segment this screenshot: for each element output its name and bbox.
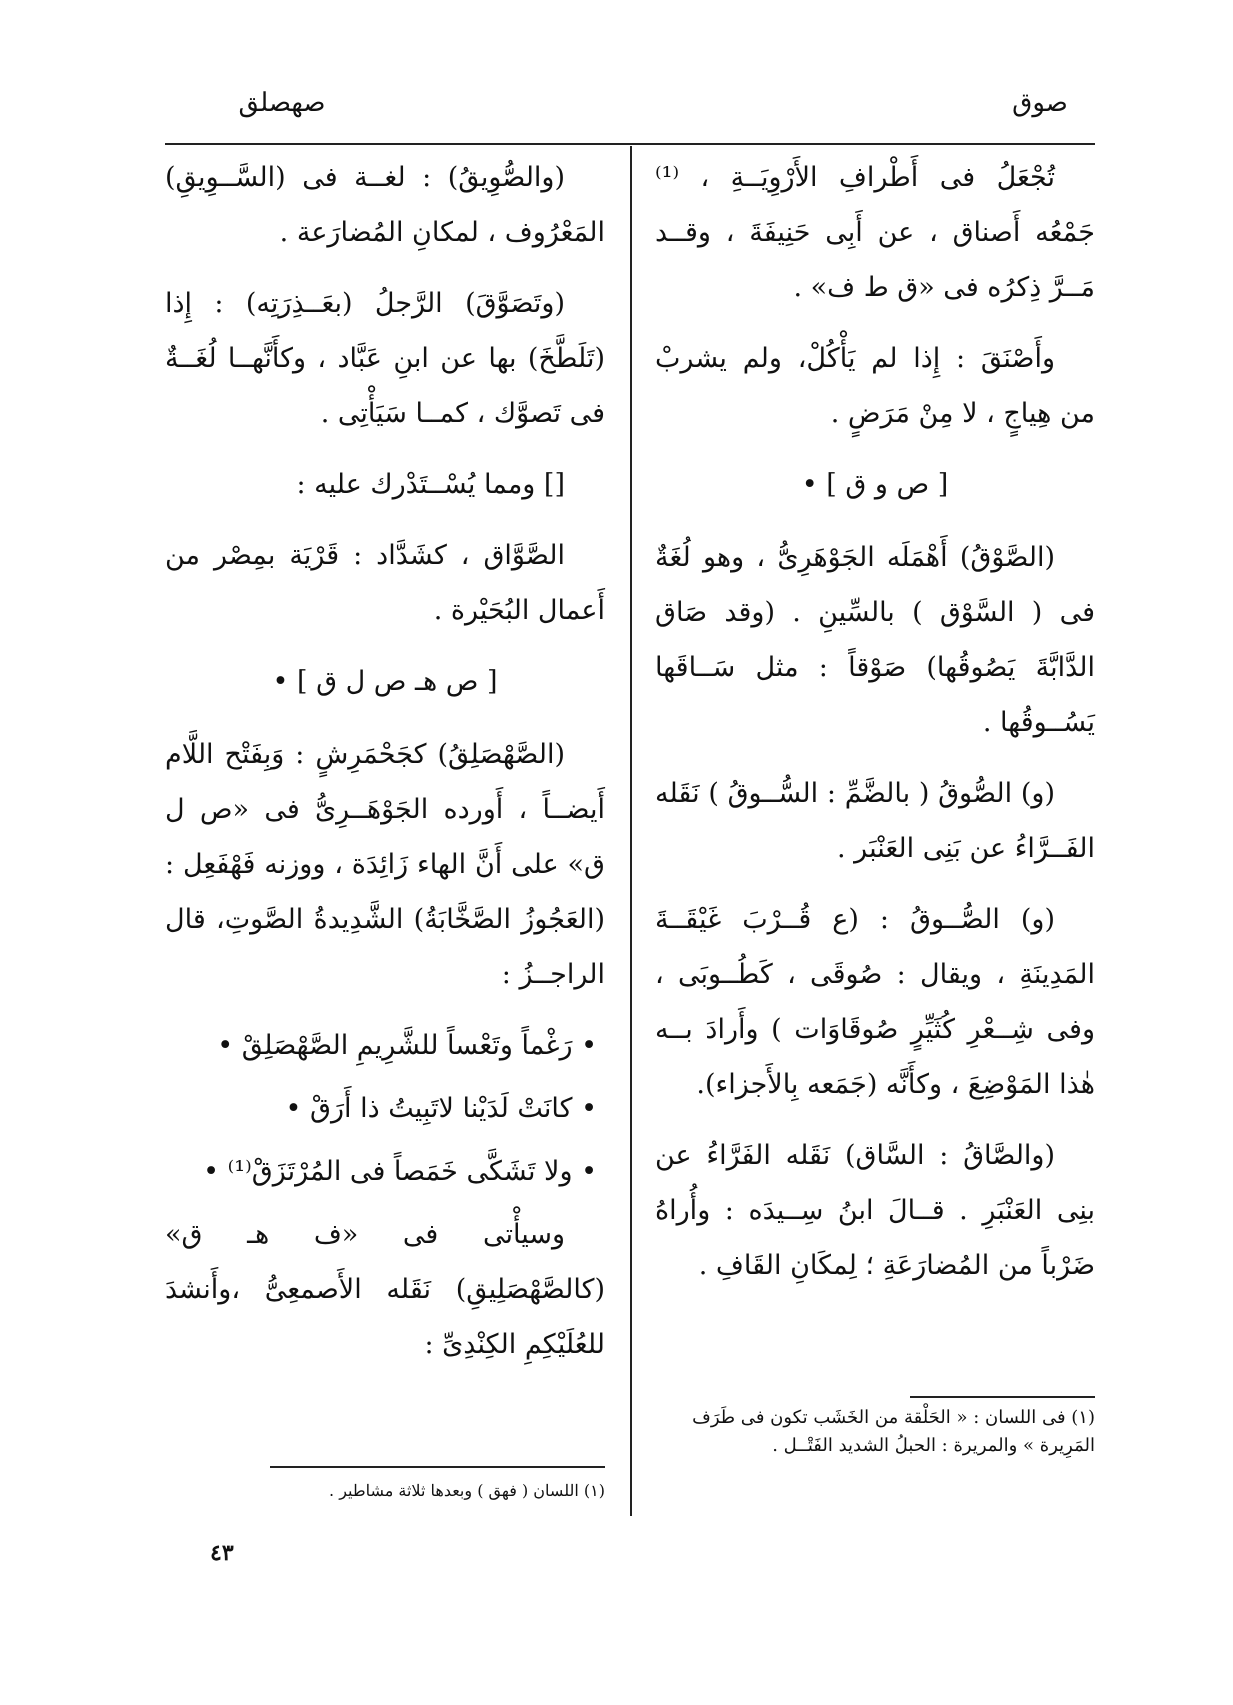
footnote-rule-left <box>270 1466 605 1468</box>
paragraph: (والصُّوِيقُ) : لغــة فى (السَّــوِيقِ) المَعْرُوف ، لمكانِ المُضارَعة . <box>165 162 605 248</box>
paragraph: تُجْعَلُ فى أَطْرافِ الأَرْوِيَــةِ ، ⁽¹⁾ جَمْعُه أَصناق ، عن أَبِى حَنِيفَةَ ، وقــد مَــرَّ ذِكرُه فى «ق ط ف» . <box>655 162 1095 303</box>
entry-heading: [ ص و ق ] • <box>801 469 949 500</box>
right-column <box>655 150 1095 1309</box>
paragraph: وأَصْنَقَ : إِذا لم يَأْكُلْ، ولم يشربْ من هِياجٍ ، لا مِنْ مَرَضٍ . <box>655 343 1095 429</box>
paragraph: (الصَّوْقُ) أَهْمَلَه الجَوْهَرِىُّ ، وهو لُغَةٌ فى ( السَّوْق ) بالسِّينِ . (وقد صَاق الدَّابَّةَ يَصُوقُها) صَوْقاً : مثل سَــاقَها يَسُــوقُها . <box>655 542 1095 738</box>
footnote-rule-right <box>910 1396 1095 1398</box>
paragraph: وسيأْتى فى «ف هـ ق» (كالصَّهْصَلِيقِ) نَقَله الأَصمعِىُّ ،وأَنشدَ للعُلَيْكِمِ الكِنْدِىِّ : <box>165 1219 605 1360</box>
header-rule <box>165 143 1095 145</box>
paragraph: (و) الصُّوقُ ( بالضَّمِّ : السُّــوقُ ) نَقَله الفَــرَّاءُ عن بَنِى العَنْبَر . <box>655 778 1095 864</box>
addendum-heading: [] ومما يُسْــتَدْرك عليه : <box>296 469 565 500</box>
left-column <box>165 150 605 1388</box>
verse-line: • كانَتْ لَدَيْنا لاتَبِيتُ ذا أَرَقْ • <box>285 1093 597 1124</box>
paragraph: (و) الصُّــوقُ : (ع قُــرْبَ غَيْقَــةَ المَدِينَةِ ، ويقال : صُوقَى ، كَطُــوبَى ، وفى شِــعْرِ كُثَيِّرٍ صُوقَاوَات ) وأَرادَ بــه هٰذا المَوْضِعَ ، وكأَنَّه (جَمَعه بِالأَجزاء). <box>655 904 1095 1100</box>
paragraph: (وتَصَوَّقَ) الرَّجلُ (بعَــذِرَتِه) : إِذا (تَلَطَّخَ) بها عن ابنِ عَبَّاد ، وكأَنَّهــا لُغَــةٌ فى تَصوَّك ، كمــا سَيَأْتِى . <box>165 288 605 429</box>
entry-heading: [ ص هـ ص ل ق ] • <box>272 666 498 697</box>
verse-line: • رَغْماً وتَعْساً للشَّرِيمِ الصَّهْصَلِقْ • <box>217 1030 597 1061</box>
running-header-right: صوق <box>1012 88 1068 118</box>
paragraph: الصَّوَّاق ، كشَدَّاد : قَرْيَة بمِصْر من أَعمال البُحَيْرة . <box>165 540 605 626</box>
footnote-right: (١) فى اللسان : « الحَلْقة من الخَشَب تكون فى طَرَف المَرِيرة » والمريرة : الحبلُ الشديد الفَتْــل . <box>692 1407 1095 1456</box>
paragraph: (الصَّهْصَلِقُ) كجَحْمَرِشٍ : وَبِفَتْح اللَّام أَيضــاً ، أَورده الجَوْهَــرِىُّ فى «ص ل ق» على أَنَّ الهاء زَائِدَة ، ووزنه فَهْفَعِل : (العَجُوزُ الصَّخَّابَةُ) الشَّدِيدةُ الصَّوتِ، قال الراجــزُ : <box>165 739 605 990</box>
verse-line: • ولا تَشَكَّى خَمَصاً فى المُرْتَزَقْ⁽¹⁾ • <box>203 1156 597 1187</box>
page-number: ٤٣ <box>210 1540 234 1566</box>
paragraph: (والصَّاقُ : السَّاق) نَقَله الفَرَّاءُ عن بنِى العَنْبَرِ . قــالَ ابنُ سِــيدَه : وأُراهُ ضَرْباً من المُضارَعَةِ ؛ لِمكَانِ القَافِ . <box>655 1140 1095 1281</box>
footnote-left: (١) اللسان ( فهق ) وبعدها ثلاثة مشاطير . <box>329 1481 605 1500</box>
running-header-left: صهصلق <box>238 88 326 118</box>
column-divider <box>630 146 632 1516</box>
